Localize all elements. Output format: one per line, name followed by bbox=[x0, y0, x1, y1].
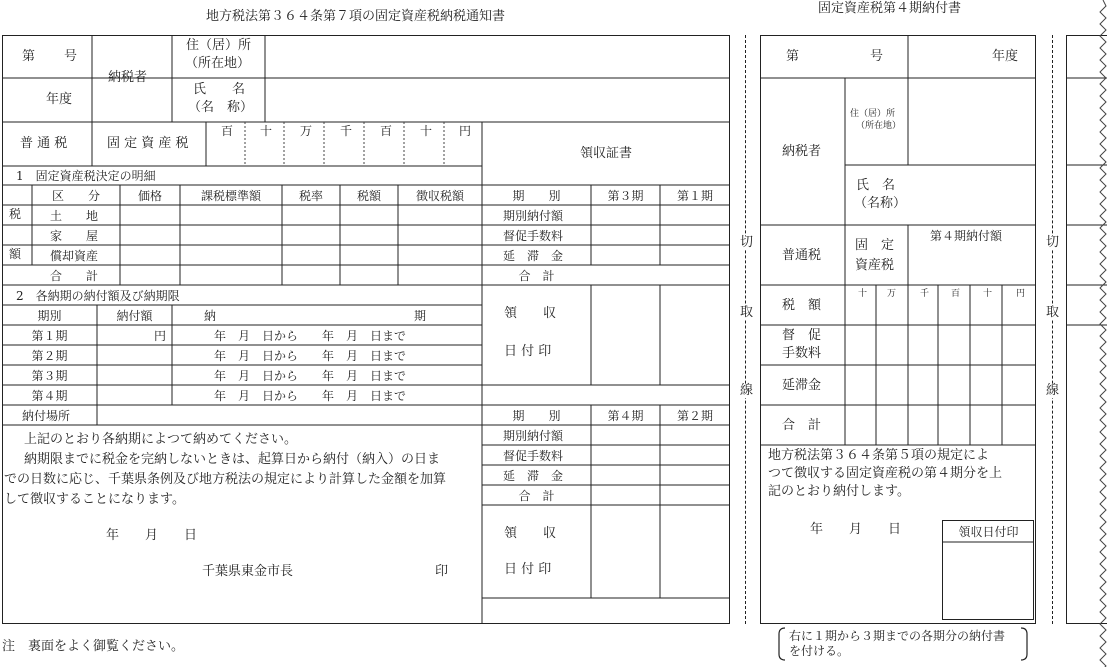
slip-name-label: 氏 名 bbox=[856, 178, 896, 193]
cut-char-2c: 線 bbox=[1046, 383, 1060, 398]
pt2-row-goukei: 合 計 bbox=[518, 489, 555, 503]
s2-range-1: 年 月 日から 年 月 日まで bbox=[214, 329, 407, 343]
notice-line-1: 上記のとおり各納期によつて納めてください。 bbox=[24, 432, 298, 447]
pt1-stamp-2: 日 付 印 bbox=[504, 344, 552, 359]
digit-juu-2: 十 bbox=[420, 124, 433, 138]
side-title: 固定資産税第４期納付書 bbox=[818, 1, 962, 16]
cut-line-2[interactable] bbox=[1052, 35, 1053, 624]
go-label: 号 bbox=[64, 49, 78, 64]
col-kubun: 区 分 bbox=[51, 189, 100, 203]
pt2-kibetsu: 期 別 bbox=[512, 409, 561, 423]
slip-nouzeisha: 納税者 bbox=[782, 144, 822, 159]
notice-line-3: での日数に応じ、千葉県条例及び地方税法の規定により計算した金額を加算 bbox=[4, 472, 447, 487]
slip-kotei-2: 資産税 bbox=[855, 258, 895, 273]
pt2-row-kibetsu: 期別納付額 bbox=[503, 429, 564, 443]
slip-goukei: 合 計 bbox=[782, 418, 822, 433]
s2-range-4: 年 月 日から 年 月 日まで bbox=[214, 389, 407, 403]
pt2-dai2ki: 第２期 bbox=[676, 409, 713, 423]
issuer: 千葉県東金市長 bbox=[202, 564, 294, 579]
pt1-kibetsu: 期 別 bbox=[512, 189, 561, 203]
slip-tokusoku-2: 手数料 bbox=[782, 346, 822, 361]
slip-digit-sen: 千 bbox=[920, 289, 930, 299]
bracket-note bbox=[777, 626, 1029, 662]
pt1-stamp-1: 領 収 bbox=[504, 306, 557, 321]
slip-period4: 第４期納付額 bbox=[930, 229, 1003, 243]
col-kakaku: 価格 bbox=[137, 189, 162, 203]
name-label: 氏 名 bbox=[193, 82, 246, 97]
slip-digit-yen: 円 bbox=[1016, 289, 1026, 299]
pt1-dai1ki: 第１期 bbox=[676, 189, 713, 203]
s2-yen-1: 円 bbox=[154, 329, 167, 343]
gaku-label: 額 bbox=[9, 247, 22, 261]
slip-digit-juu-1: 十 bbox=[858, 289, 868, 299]
slip-date: 年 月 日 bbox=[810, 522, 902, 537]
pt2-row-entai: 延 滞 金 bbox=[503, 469, 564, 483]
s2-col-kibetsu: 期別 bbox=[37, 309, 62, 323]
slip-text-1: 地方税法第３６４条第５項の規定によ bbox=[768, 448, 990, 463]
digit-hyaku-2: 百 bbox=[380, 124, 393, 138]
s2-col-nou: 納 bbox=[204, 309, 217, 323]
zei-label: 税 bbox=[9, 207, 22, 221]
digit-hyaku-1: 百 bbox=[221, 124, 234, 138]
row-goukei: 合 計 bbox=[50, 269, 99, 283]
futsuzei-label: 普 通 税 bbox=[20, 136, 68, 151]
cut-char-1a: 切 bbox=[740, 235, 754, 250]
pt2-dai4ki: 第４期 bbox=[607, 409, 644, 423]
notice-line-2: 納期限までに税金を完納しないときは、起算日から納付（納入）の日ま bbox=[24, 452, 441, 467]
slip-go: 号 bbox=[870, 49, 884, 64]
cut-char-2b: 取 bbox=[1046, 305, 1060, 320]
torn-edge bbox=[1099, 0, 1107, 667]
row-tochi: 土 地 bbox=[50, 209, 99, 223]
address-sub: （所在地） bbox=[185, 56, 251, 71]
s2-col-ki: 期 bbox=[414, 309, 427, 323]
pt1-row-tokusoku: 督促手数料 bbox=[503, 229, 564, 243]
koteishisanzei-label: 固 定 資 産 税 bbox=[107, 136, 189, 151]
footer-note: 注 裏面をよく御覧ください。 bbox=[2, 639, 185, 654]
slip-text-3: 記のとおり納付します。 bbox=[768, 484, 910, 499]
slip-name-sub: （名称） bbox=[854, 196, 907, 211]
digit-juu-1: 十 bbox=[260, 124, 273, 138]
slip-text-2: つて徴収する固定資産税の第４期分を上 bbox=[768, 466, 1003, 481]
name-field[interactable] bbox=[268, 82, 728, 118]
pt1-row-kibetsu: 期別納付額 bbox=[503, 209, 564, 223]
s2-period-3: 第３期 bbox=[31, 369, 68, 383]
cut-char-1c: 線 bbox=[740, 383, 754, 398]
section2-title: 2 各納期の納付額及び納期限 bbox=[16, 289, 180, 303]
s2-range-3: 年 月 日から 年 月 日まで bbox=[214, 369, 407, 383]
slip-digit-hyaku: 百 bbox=[951, 289, 961, 299]
slip-dai: 第 bbox=[786, 49, 800, 64]
nouzeisha-label: 納税者 bbox=[108, 70, 148, 85]
row-shoukyaku: 償却資産 bbox=[50, 249, 99, 263]
dai-label: 第 bbox=[22, 49, 36, 64]
col-zeiritsu: 税率 bbox=[298, 189, 323, 203]
receipt-title: 領収証書 bbox=[580, 146, 633, 161]
s2-col-noufu: 納付額 bbox=[116, 309, 153, 323]
cut-char-1b: 取 bbox=[740, 305, 754, 320]
slip-futsuzei: 普通税 bbox=[782, 248, 822, 263]
pt2-row-tokusoku: 督促手数料 bbox=[503, 449, 564, 463]
bracket-line-2: を付ける。 bbox=[789, 644, 850, 658]
slip-address-sub: （所在地） bbox=[856, 121, 902, 131]
s2-period-1: 第１期 bbox=[31, 329, 68, 343]
payment-slip bbox=[760, 35, 1036, 624]
name-sub: （名 称） bbox=[188, 100, 254, 115]
col-zeigaku: 税額 bbox=[356, 189, 381, 203]
slip-stamp-label: 領収日付印 bbox=[958, 525, 1019, 539]
pt1-row-goukei: 合 計 bbox=[518, 269, 555, 283]
section1-title: 1 固定資産税決定の明細 bbox=[16, 169, 156, 183]
notice-date: 年 月 日 bbox=[106, 528, 198, 543]
seal-mark: 印 bbox=[435, 564, 449, 579]
digit-yen: 円 bbox=[459, 124, 472, 138]
digit-man: 万 bbox=[300, 124, 313, 138]
s2-period-2: 第２期 bbox=[31, 349, 68, 363]
bracket-line-1: 右に１期から３期までの各期分の納付書 bbox=[789, 629, 1006, 643]
pt1-dai3ki: 第３期 bbox=[607, 189, 644, 203]
col-kazei: 課税標準額 bbox=[200, 189, 261, 203]
notice-line-4: して徴収することになります。 bbox=[4, 492, 185, 507]
notice-form bbox=[2, 35, 730, 624]
cut-char-2a: 切 bbox=[1046, 235, 1060, 250]
payment-place-label: 納付場所 bbox=[22, 409, 71, 423]
slip-kotei-1: 固 定 bbox=[855, 238, 895, 253]
col-choushuu: 徴収税額 bbox=[415, 189, 464, 203]
s2-range-2: 年 月 日から 年 月 日まで bbox=[214, 349, 407, 363]
address-label: 住（居）所 bbox=[186, 38, 252, 53]
slip-address-label: 住（居）所 bbox=[850, 109, 896, 119]
slip-tokusoku-1: 督 促 bbox=[782, 328, 822, 343]
pt2-stamp-2: 日 付 印 bbox=[504, 562, 552, 577]
digit-sen: 千 bbox=[340, 124, 353, 138]
s2-period-4: 第４期 bbox=[31, 389, 68, 403]
slip-nendo: 年度 bbox=[992, 49, 1019, 64]
pt1-row-entai: 延 滞 金 bbox=[503, 249, 564, 263]
nendo-label: 年度 bbox=[46, 92, 73, 107]
address-field[interactable] bbox=[268, 39, 728, 75]
main-title: 地方税法第３６４条第７項の固定資産税納税通知書 bbox=[206, 9, 506, 24]
slip-digit-juu-2: 十 bbox=[983, 289, 993, 299]
pt2-stamp-1: 領 収 bbox=[504, 526, 557, 541]
row-kaoku: 家 屋 bbox=[50, 229, 99, 243]
slip-zeigaku: 税 額 bbox=[782, 298, 822, 313]
slip-digit-man: 万 bbox=[887, 289, 897, 299]
slip-entaikin: 延滞金 bbox=[782, 378, 822, 393]
cut-line-1[interactable] bbox=[745, 35, 746, 624]
